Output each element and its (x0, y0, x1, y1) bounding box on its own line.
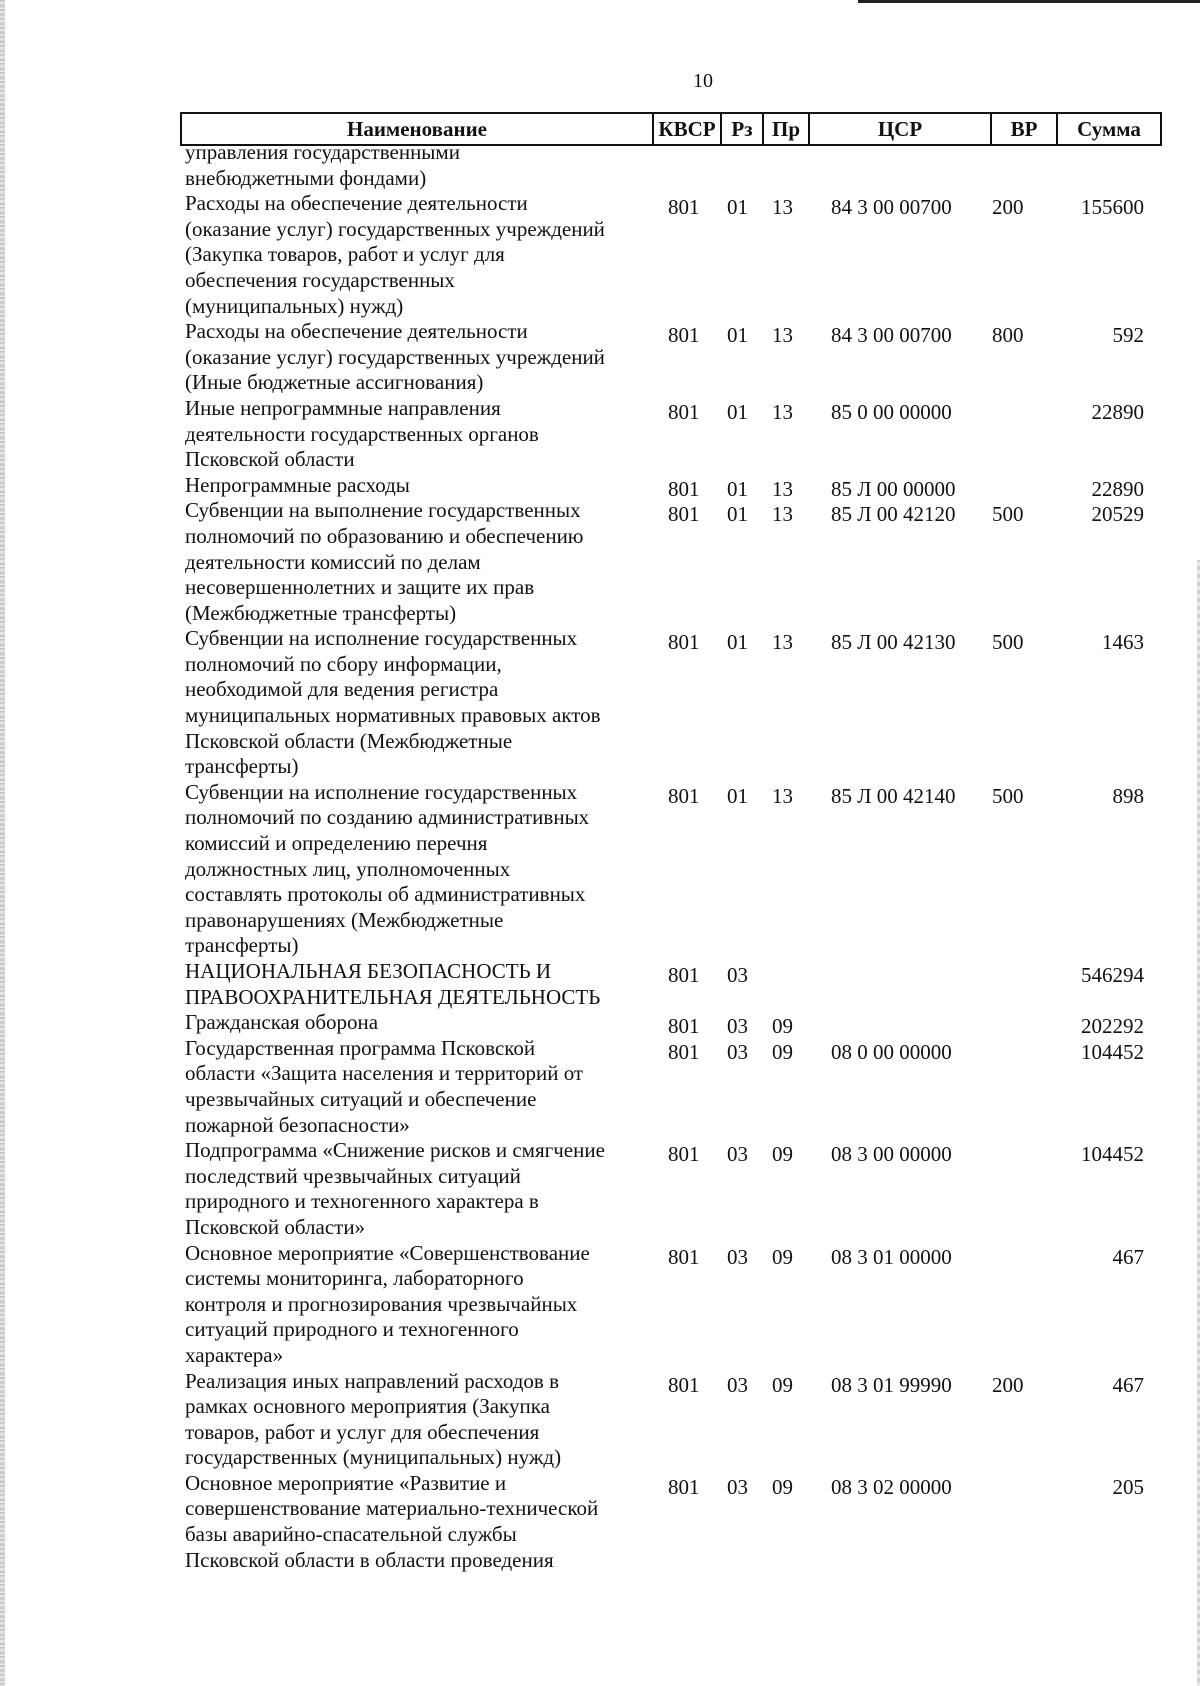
row-name-line: Псковской области (Межбюджетные (185, 728, 513, 753)
row-name-line: трансферты) (185, 754, 299, 779)
row-name (180, 1010, 630, 1036)
row-name-line: Расходы на обеспечение деятельности (185, 319, 528, 344)
row-name-line: (муниципальных) нужд) (185, 293, 404, 318)
cell-sum: 592 (1112, 323, 1144, 348)
cell-csr: 08 3 01 00000 (831, 1244, 952, 1269)
cell-pr: 09 (772, 1142, 793, 1167)
table-row (180, 959, 1162, 1010)
row-name-line: Основное мероприятие «Развитие и (185, 1470, 507, 1495)
cell-kvsr: 801 (668, 476, 700, 501)
row-name-line: чрезвычайных ситуаций и обеспечение (185, 1086, 537, 1111)
cell-pr: 09 (772, 1372, 793, 1397)
cell-csr: 08 0 00 00000 (831, 1039, 952, 1064)
cell-rz: 01 (727, 783, 748, 808)
table-row (180, 780, 1162, 959)
cell-kvsr: 801 (668, 630, 700, 655)
cell-csr: 85 Л 00 42130 (831, 630, 956, 655)
row-name-line: области «Защита населения и территорий от (185, 1061, 584, 1086)
row-name-line: последствий чрезвычайных ситуаций (185, 1163, 521, 1188)
cell-kvsr: 801 (668, 1039, 700, 1064)
row-name-line: деятельности государственных органов (185, 421, 539, 446)
cell-sum: 467 (1112, 1372, 1144, 1397)
row-name-line: Реализация иных направлений расходов в (185, 1368, 560, 1393)
row-name-line: внебюджетными фондами) (185, 165, 427, 190)
cell-sum: 22890 (1091, 476, 1144, 501)
cell-kvsr: 801 (668, 195, 700, 220)
row-name-line: обеспечения государственных (185, 267, 455, 292)
table-row (180, 1241, 1162, 1369)
cell-kvsr: 801 (668, 1142, 700, 1167)
row-name-line: Псковской области в области проведения (185, 1547, 554, 1572)
header-rz: Рз (722, 114, 764, 144)
row-name-line: ситуаций природного и техногенного (185, 1317, 519, 1342)
row-name-line: природного и техногенного характера в (185, 1189, 539, 1214)
cell-rz: 03 (727, 1474, 748, 1499)
table-row (180, 396, 1162, 473)
cell-csr: 85 Л 00 42140 (831, 783, 956, 808)
row-name (180, 396, 630, 473)
cell-pr: 13 (772, 630, 793, 655)
table-row (180, 140, 1162, 191)
row-name-line: должностных лиц, уполномоченных (185, 856, 511, 881)
cell-csr: 85 Л 00 42120 (831, 502, 956, 527)
row-name-line: полномочий по созданию административных (185, 805, 590, 830)
cell-pr: 09 (772, 1014, 793, 1039)
header-pr: Пр (764, 114, 810, 144)
cell-csr: 08 3 00 00000 (831, 1142, 952, 1167)
row-name-line: Непрограммные расходы (185, 472, 410, 497)
cell-vr: 200 (992, 1372, 1024, 1397)
cell-sum: 205 (1112, 1474, 1144, 1499)
cell-sum: 104452 (1081, 1142, 1144, 1167)
row-name-line: комиссий и определению перечня (185, 831, 488, 856)
row-name-line: трансферты) (185, 933, 299, 958)
cell-pr: 09 (772, 1474, 793, 1499)
row-name-line: муниципальных нормативных правовых актов (185, 703, 601, 728)
row-name (180, 498, 630, 626)
table-row (180, 191, 1162, 319)
table-row (180, 319, 1162, 396)
cell-rz: 03 (727, 1014, 748, 1039)
cell-rz: 03 (727, 1039, 748, 1064)
row-name-line: деятельности комиссий по делам (185, 549, 481, 574)
cell-sum: 22890 (1091, 399, 1144, 424)
row-name-line: Государственная программа Псковской (185, 1035, 536, 1060)
row-name (180, 473, 630, 499)
cell-pr: 09 (772, 1039, 793, 1064)
cell-csr: 08 3 01 99990 (831, 1372, 952, 1397)
row-name-line: (Закупка товаров, работ и услуг для (185, 242, 505, 267)
row-name-line: (Межбюджетные трансферты) (185, 600, 457, 625)
row-name-line: рамках основного мероприятия (Закупка (185, 1394, 550, 1419)
cell-rz: 01 (727, 630, 748, 655)
cell-rz: 01 (727, 399, 748, 424)
row-name (180, 1369, 630, 1471)
header-csr: ЦСР (810, 114, 992, 144)
row-name-line: Субвенции на исполнение государственных (185, 626, 578, 651)
table-row (180, 1010, 1162, 1039)
cell-pr: 13 (772, 783, 793, 808)
table-row (180, 1036, 1162, 1138)
cell-sum: 155600 (1081, 195, 1144, 220)
cell-kvsr: 801 (668, 323, 700, 348)
row-name (180, 319, 630, 396)
row-name-line: Псковской области» (185, 1214, 366, 1239)
row-name-line: полномочий по сбору информации, (185, 651, 502, 676)
cell-sum: 546294 (1081, 963, 1144, 987)
cell-csr: 84 3 00 00700 (831, 195, 952, 220)
page-number: 10 (693, 70, 713, 92)
row-name-line: характера» (185, 1342, 284, 1367)
cell-rz: 01 (727, 502, 748, 527)
row-name-line: правонарушениях (Межбюджетные (185, 907, 504, 932)
cell-rz: 03 (727, 1244, 748, 1269)
row-name (180, 780, 630, 959)
row-name-line: управления государственными (185, 140, 460, 164)
row-name-line: Иные непрограммные направления (185, 395, 501, 420)
cell-vr: 500 (992, 502, 1024, 527)
row-name-line: пожарной безопасности» (185, 1112, 410, 1137)
row-name (180, 1138, 630, 1240)
cell-sum: 104452 (1081, 1039, 1144, 1064)
cell-csr: 85 0 00 00000 (831, 399, 952, 424)
row-name-line: (оказание услуг) государственных учреждений (185, 216, 605, 241)
row-name-line: составлять протоколы об административных (185, 882, 586, 907)
cell-csr: 08 3 02 00000 (831, 1474, 952, 1499)
row-name-line: системы мониторинга, лабораторного (185, 1266, 524, 1291)
cell-pr: 13 (772, 502, 793, 527)
row-name-line: товаров, работ и услуг для обеспечения (185, 1419, 540, 1444)
scan-line-top (858, 0, 1200, 3)
cell-vr: 800 (992, 323, 1024, 348)
header-kvsr: КВСР (654, 114, 722, 144)
cell-pr: 13 (772, 476, 793, 501)
row-name (180, 1241, 630, 1369)
scan-edge-left (0, 0, 5, 1686)
cell-rz: 01 (727, 195, 748, 220)
row-name (180, 626, 630, 780)
cell-sum: 20529 (1091, 502, 1144, 527)
row-name-line: необходимой для ведения регистра (185, 677, 499, 702)
row-name (180, 191, 630, 319)
cell-pr: 13 (772, 399, 793, 424)
cell-csr: 84 3 00 00700 (831, 323, 952, 348)
cell-kvsr: 801 (668, 399, 700, 424)
cell-rz: 03 (727, 1142, 748, 1167)
row-name-line: (Иные бюджетные ассигнования) (185, 370, 484, 395)
cell-sum: 202292 (1081, 1014, 1144, 1039)
cell-vr: 500 (992, 783, 1024, 808)
row-name-line: Псковской области (185, 447, 355, 472)
cell-kvsr: 801 (668, 1014, 700, 1039)
row-name-line: государственных (муниципальных) нужд) (185, 1445, 562, 1470)
row-name-line: контроля и прогнозирования чрезвычайных (185, 1291, 578, 1316)
header-sum: Сумма (1077, 117, 1141, 141)
cell-sum: 467 (1112, 1244, 1144, 1269)
row-name-line: (оказание услуг) государственных учреждений (185, 344, 605, 369)
table-row (180, 498, 1162, 626)
row-name-line: несовершеннолетних и защите их прав (185, 575, 535, 600)
cell-kvsr: 801 (668, 783, 700, 808)
header-vr: ВР (992, 114, 1058, 144)
row-name (180, 1471, 630, 1573)
table-row (180, 1138, 1162, 1240)
table-row (180, 626, 1162, 780)
row-name (180, 1036, 630, 1138)
row-name-line: Субвенции на исполнение государственных (185, 779, 578, 804)
cell-rz: 03 (727, 1372, 748, 1397)
cell-csr: 85 Л 00 00000 (831, 476, 956, 501)
cell-rz: 03 (727, 963, 748, 987)
row-name-line: НАЦИОНАЛЬНАЯ БЕЗОПАСНОСТЬ И (185, 959, 552, 983)
cell-kvsr: 801 (668, 963, 700, 987)
row-name (180, 140, 630, 191)
table-row (180, 1471, 1162, 1573)
cell-kvsr: 801 (668, 502, 700, 527)
row-name-line: Гражданская оборона (185, 1010, 379, 1035)
table-row (180, 1369, 1162, 1471)
row-name-line: Расходы на обеспечение деятельности (185, 191, 528, 216)
row-name-line: Подпрограмма «Снижение рисков и смягчение (185, 1138, 605, 1163)
table-row (180, 473, 1162, 499)
row-name-line: полномочий по образованию и обеспечению (185, 523, 584, 548)
row-name-line: Основное мероприятие «Совершенствование (185, 1240, 590, 1265)
cell-rz: 01 (727, 476, 748, 501)
row-name-line: базы аварийно-спасательной службы (185, 1522, 517, 1547)
cell-kvsr: 801 (668, 1474, 700, 1499)
cell-sum: 1463 (1102, 630, 1144, 655)
cell-rz: 01 (727, 323, 748, 348)
cell-pr: 13 (772, 323, 793, 348)
cell-kvsr: 801 (668, 1372, 700, 1397)
cell-vr: 200 (992, 195, 1024, 220)
header-name: Наименование (182, 114, 654, 144)
cell-sum: 898 (1112, 783, 1144, 808)
cell-kvsr: 801 (668, 1244, 700, 1269)
cell-pr: 13 (772, 195, 793, 220)
row-name (180, 959, 630, 1010)
row-name-line: Субвенции на выполнение государственных (185, 498, 581, 523)
row-name-line: совершенствование материально-технической (185, 1496, 599, 1521)
table-body (180, 140, 1162, 1573)
cell-vr: 500 (992, 630, 1024, 655)
row-name-line: ПРАВООХРАНИТЕЛЬНАЯ ДЕЯТЕЛЬНОСТЬ (185, 984, 601, 1009)
cell-pr: 09 (772, 1244, 793, 1269)
